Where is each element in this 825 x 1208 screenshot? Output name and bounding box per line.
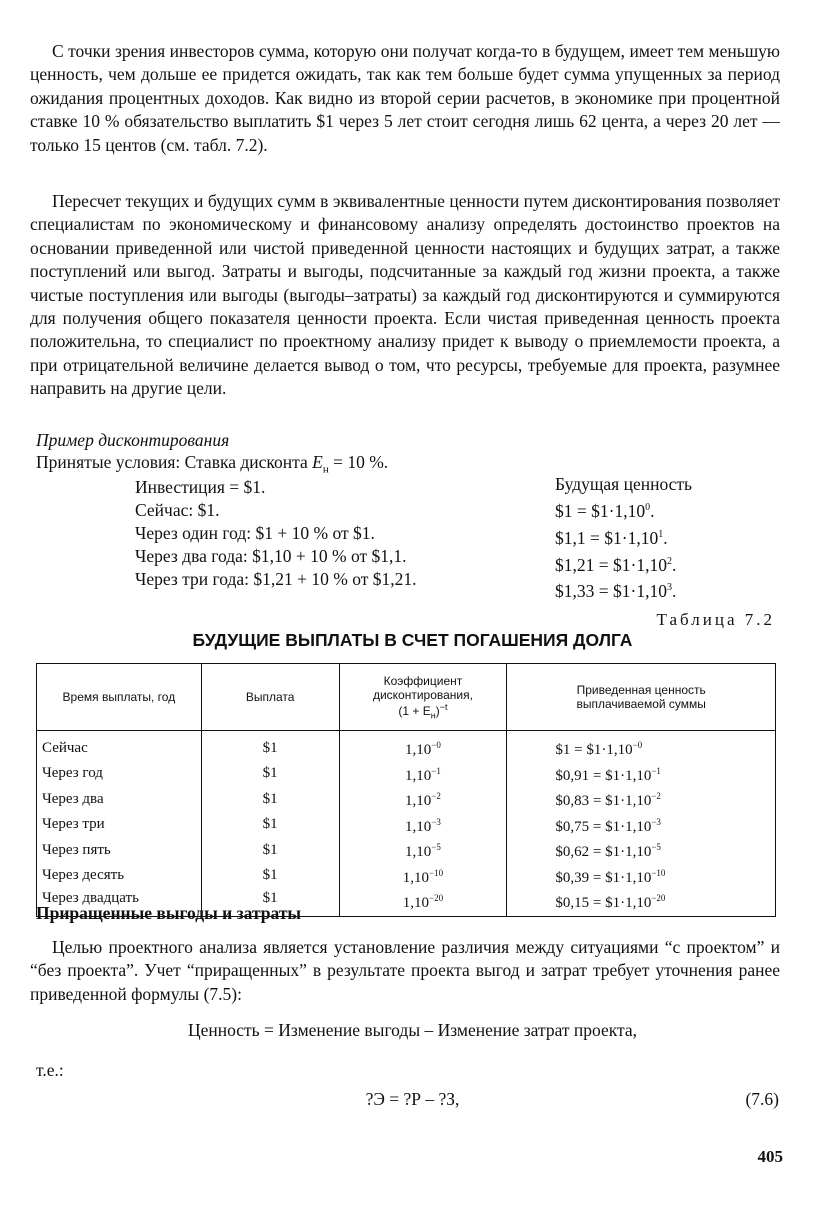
cell-present-value: $0,39 = $\$1\cdot 1,10^{-10}$ <box>507 863 776 889</box>
ie-label: т.е.: <box>36 1060 64 1080</box>
cell-time: Через пять <box>37 837 202 863</box>
cell-time: Через три <box>37 812 202 838</box>
cell-coefficient: $1,10^{-2}$ <box>339 786 507 812</box>
example-calculation-list <box>135 476 417 591</box>
value-formula: Ценность = Изменение выгоды – Изменение затрат проекта, <box>187 1020 638 1040</box>
cell-present-value: $0,83 = $\$1\cdot 1,10^{-2}$ <box>507 786 776 812</box>
example-title: Пример дисконтирования <box>36 430 230 450</box>
page-number: 405 <box>757 1147 783 1166</box>
paragraph-incremental: Целью проектного анализа является установление различия между ситуациями “с проектом” и “без проекта”. Учет “приращенных” в результате проекта выгод и затрат требует уточнения ранее приведенной формулы (7.5): <box>30 937 780 1004</box>
calc-line: Сейчас: $1. <box>135 500 220 520</box>
cell-payment: $1 <box>201 888 339 916</box>
calc-line: Через два года: $1,10 + 10 % от $1,1. <box>135 546 407 566</box>
cell-present-value: $0,15 = $\$1\cdot 1,10^{-20}$ <box>507 888 776 916</box>
cell-coefficient: $1,10^{-20}$ <box>339 888 507 916</box>
header-payment: Выплата <box>201 664 339 731</box>
cell-present-value: $0,91 = $\$1\cdot 1,10^{-1}$ <box>507 761 776 787</box>
equation-number: (7.6) <box>745 1089 779 1109</box>
future-value-line: $1 = $\$1\cdot 1,10^0$. <box>555 500 655 521</box>
table-row <box>37 812 776 838</box>
cell-time: Через десять <box>37 863 202 889</box>
cell-payment: $1 <box>201 837 339 863</box>
future-value-list <box>555 473 692 603</box>
cell-payment: $1 <box>201 863 339 889</box>
header-coefficient: Коэффициент дисконтирования, $(1 + E_н)^{-t}$ <box>339 664 507 731</box>
cell-payment: $1 <box>201 812 339 838</box>
equation: ?Э = ?Р – ?З, <box>365 1089 460 1109</box>
table-row <box>37 837 776 863</box>
future-value-header: Будущая ценность <box>555 474 693 494</box>
cell-present-value: $1 = $\$1\cdot 1,10^{-0}$ <box>507 731 776 761</box>
cell-present-value: $0,75 = $\$1\cdot 1,10^{-3}$ <box>507 812 776 838</box>
cell-time: Через два <box>37 786 202 812</box>
table-row <box>37 761 776 787</box>
cell-coefficient: $1,10^{-1}$ <box>339 761 507 787</box>
calc-line: Через три года: $1,21 + 10 % от $1,21. <box>135 569 417 589</box>
future-value-line: $1,1 = $\$1\cdot 1,10^1$. <box>555 527 668 548</box>
cell-coefficient: $1,10^{-3}$ <box>339 812 507 838</box>
paragraph-discounting: Пересчет текущих и будущих сумм в эквивалентные ценности путем дисконтирования позволяет специалистам по экономическому и финансовому анализу определять достоинство проектов на основании приведенной или чистой приведенной ценности настоящих и будущих затрат, а также поступлений или выгод. Затраты и выгоды, подсчитанные за каждый год жизни проекта, а также чистые поступления или выгоды (выгоды–затраты) за каждый год дисконтируются и суммируются для получения общего показателя ценности проекта. Если чистая приведенная ценность проекта положительна, то специалист по проектному анализу придет к выводу о приемлемости проекта, а при отрицательной величине делается вывод о том, что ресурсы, требуемые для проекта, разумнее направить на другие цели. <box>30 191 780 399</box>
header-time: Время выплаты, год <box>37 664 202 731</box>
debt-payments-table <box>36 663 776 917</box>
table-header-row <box>37 664 776 731</box>
cell-coefficient: $1,10^{-0}$ <box>339 731 507 761</box>
cell-time: Сейчас <box>37 731 202 761</box>
table-row <box>37 863 776 889</box>
cell-coefficient: $1,10^{-5}$ <box>339 837 507 863</box>
future-value-line: $1,33 = $\$1\cdot 1,10^3$. <box>555 581 677 602</box>
calc-line: Через один год: $1 + 10 % от $1. <box>135 523 375 543</box>
example-conditions: Принятые условия: Ставка дисконта $E_н = 10$ %. <box>36 452 389 476</box>
cell-payment: $1 <box>201 761 339 787</box>
table-row <box>37 786 776 812</box>
header-present-value: Приведенная ценность выплачиваемой суммы <box>507 664 776 731</box>
paragraph-investors: С точки зрения инвесторов сумма, которую они получат когда-то в будущем, имеет тем меньшую ценность, чем дольше ее придется ожидать, так как тем больше будет сумма упущенных за период ожидания процентных доходов. Как видно из второй серии расчетов, в экономике при процентной ставке 10 % обязательство выплатить $1 через 5 лет стоит сегодня лишь 62 цента, а через 20 лет — только 15 центов (см. табл. 7.2). <box>30 41 780 155</box>
table-row <box>37 731 776 761</box>
table-label: Таблица 7.2 <box>656 610 775 629</box>
cell-time: Через двадцать <box>37 888 202 916</box>
cell-payment: $1 <box>201 731 339 761</box>
cell-coefficient: $1,10^{-10}$ <box>339 863 507 889</box>
calc-line: Инвестиция = $1. <box>135 477 266 497</box>
section-heading: Приращенные выгоды и затраты <box>36 903 302 923</box>
table-title: БУДУЩИЕ ВЫПЛАТЫ В СЧЕТ ПОГАШЕНИЯ ДОЛГА <box>192 630 633 650</box>
future-value-line: $1,21 = $\$1\cdot 1,10^2$. <box>555 554 677 575</box>
cell-present-value: $0,62 = $\$1\cdot 1,10^{-5}$ <box>507 837 776 863</box>
cell-payment: $1 <box>201 786 339 812</box>
cell-time: Через год <box>37 761 202 787</box>
